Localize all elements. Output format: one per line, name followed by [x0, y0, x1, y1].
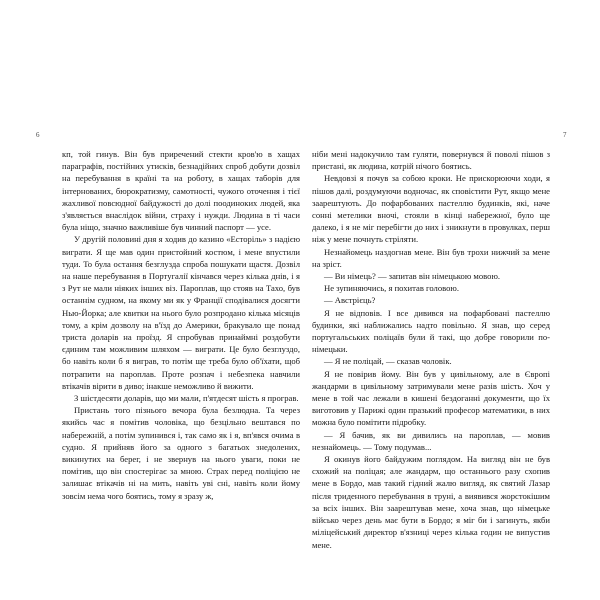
paragraph: У другій половині дня я ходив до казино «Есторіль» з надією виграти. Я ще мав один пристойний костюм, і мене впустили туди. То була остання безглузда спроба пошукати щастя. Дозвіл на наше перебування в Португалії кінчався через кілька днів, і я з Рут не мали ніяких інших віз. Пароплав, що стояв на Тахо, був останнім судном, на якому ми як у Франції сподівалися досягти Нью-Йорка; але квитки на нього було розпродано кілька місяців тому, а крім дозволу на в'їзд до Америки, бракувало ще понад триста доларів на проїзд. Я спробував принаймні роздобути єдиним там можливим шляхом — виграти. Це було безглуздо, бо навіть коли б я виграв, то потім ще треба було об'їхати, щоб потрапити на пароплав. Проте розпач і небезпека навчили втікачів вірити в диво; інакше неможливо й вижити.: [62, 234, 300, 391]
paragraph: Я не повірив йому. Він був у цивільному, але в Європі жандарми в цивільному затримували мене разів шість. Хоч у мене в той час лежали в кишені бездоганні документи, що їх виготовив у Парижі один празький професор математики, в них можна було помітити підробку.: [312, 368, 550, 428]
left-page-text: [62, 148, 300, 502]
left-page-number: 6: [36, 131, 40, 139]
paragraph: — Австрієць?: [324, 295, 376, 306]
right-page-text: [312, 148, 550, 551]
right-page-number: 7: [563, 131, 567, 139]
paragraph: — Ви німець? — запитав він німецькою мовою.: [324, 271, 501, 282]
paragraph: Невдовзі я почув за собою кроки. Не прискорюючи ходи, я пішов далі, роздумуючи водночас, як сповістити Рут, якщо мене заарештують. До пофарбованих пастеллю будинків, які, наче сонні метелики вночі, стояли в кінці набережної, було ще далеко, і я не міг перебігти до них і зникнути в провулках, перш ніж у мене почнуть стріляти.: [312, 173, 550, 245]
paragraph: Не зупиняючись, я похитав головою.: [324, 283, 459, 294]
paragraph: — Я бачив, як ви дивились на пароплав, — мовив незнайомець. — Тому подумав...: [312, 429, 550, 452]
paragraph: Я не відповів. І все дивився на пофарбовані пастеллю будинки, які наближались надто повільно. Я знав, що серед португальських поліцаїв були й такі, що добре говорили по-німецьки.: [312, 307, 550, 355]
paragraph: Я окинув його байдужим поглядом. На вигляд він не був схожий на поліцая; але жандарм, що останнього разу схопив мене в Бордо, мав такий гідний жалю вигляд, як святий Лазар після триденного перебування в труні, а виявився жорстокішим за всіх інших. Він заарештував мене, хоча знав, що німецьке військо через день має бути в Бордо; я міг би і загинуть, якби міліцейський директор в'язниці через кілька годин не випустив мене.: [312, 454, 550, 550]
paragraph: — Я не поліцай, — сказав чоловік.: [324, 356, 452, 367]
paragraph: Незнайомець наздогнав мене. Він був трохи нижчий за мене на зріст.: [312, 246, 550, 269]
paragraph: кп, той гинув. Він був приречений стекти кров'ю в хащах параграфів, постійних утисків, безнадійних спроб добути дозвіл на перебування в країні та на роботу, в хащах таборів для інтернованих, бюрократизму, самотності, чужого оточення і тієї жахливої повсюдної байдужості до долі поодиноких людей, яка з'являється внаслідок війни, страху і нужди. Людина в ті часи була ніщо, значно важливіше був чинний паспорт — усе.: [62, 149, 300, 233]
paragraph: ніби мені надокучило там гуляти, повернувся й поволі пішов з пристані, як людина, котрій нічого боятись.: [312, 149, 550, 172]
paragraph: Пристань того пізнього вечора була безлюдна. Та через якийсь час я помітив чоловіка, що безцільно вештався по набережній, а потім зупинився і, так само як і я, вп'явся очима в судно. Я прийняв його за одного з багатьох знедолених, викинутих на берег, і не звернув на нього уваги, поки не помітив, що він спостерігає за мною. Страх перед поліцією не залишає втікачів ні на мить, навіть уві сні, навіть коли йому зовсім нема чого боятись, тому я зразу ж,: [62, 405, 300, 501]
paragraph: З шістдесяти доларів, що ми мали, п'ятдесят шість я програв.: [74, 393, 299, 404]
